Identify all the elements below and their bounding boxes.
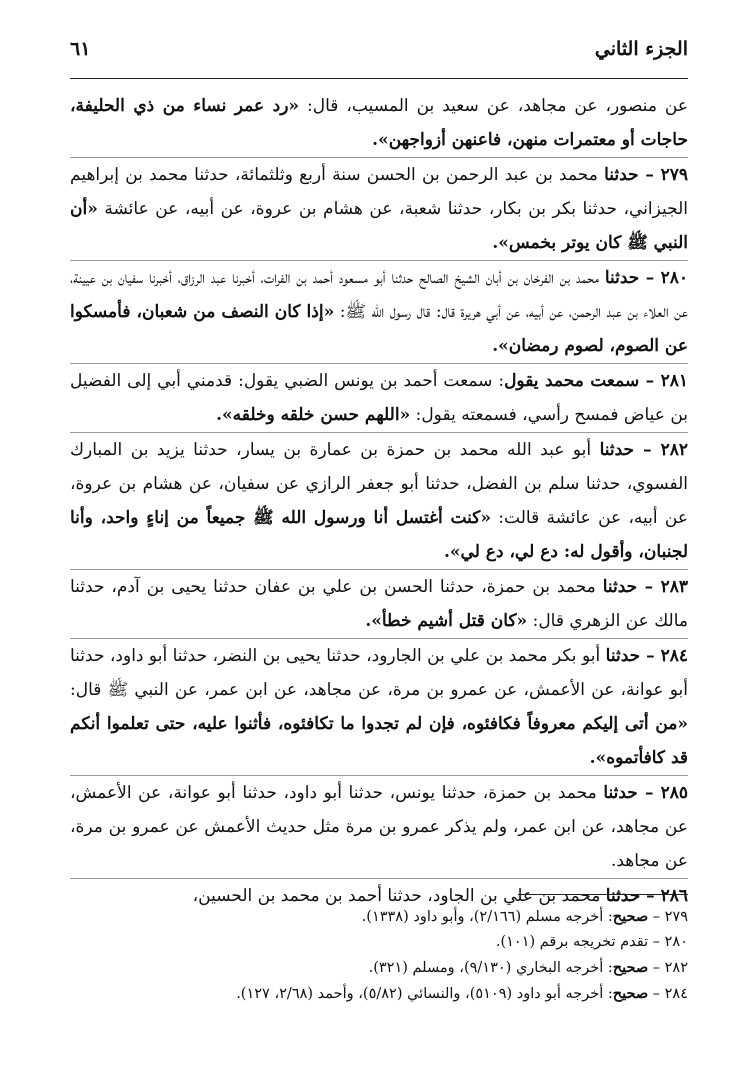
hadith-label: حدثنا bbox=[604, 268, 640, 288]
hadith-label: حدثنا bbox=[599, 440, 635, 460]
footnote-number: ٢٨٢ bbox=[664, 960, 688, 976]
hadith-number: ٢٨٥ bbox=[660, 783, 688, 803]
hadith-quote: «كنت أغتسل أنا ورسول الله ﷺ جميعاً من إناءٍ واحد، وأنا لجنبان، وأقول له: دع لي، دع لي». bbox=[70, 508, 688, 562]
hadith-number: ٢٨٠ bbox=[660, 268, 688, 288]
hadith-number: ٢٨٣ bbox=[660, 577, 688, 597]
footnote-282 bbox=[70, 955, 688, 981]
dash: – bbox=[640, 646, 661, 666]
footnote-280 bbox=[70, 930, 688, 955]
dash: – bbox=[634, 440, 661, 460]
hadith-285 bbox=[70, 775, 688, 878]
hadith-text: محمد بن علي بن الجاود، حدثنا أحمد بن محمد بن الحسين، bbox=[192, 886, 606, 906]
dash: – bbox=[637, 577, 661, 597]
dash: – bbox=[639, 268, 661, 288]
footnotes bbox=[70, 904, 688, 1007]
hadith-number: ٢٨١ bbox=[660, 371, 689, 391]
intro-paragraph bbox=[70, 89, 688, 157]
footnote-text: : أخرجه أبو داود (٥١٠٩)، والنسائي (٥/٨٢)، وأحمد (٢/٦٨، ١٢٧). bbox=[236, 986, 613, 1002]
book-page bbox=[70, 38, 688, 1048]
hadith-283 bbox=[70, 569, 688, 638]
footnote-text: تقدم تخريجه برقم (١٠١). bbox=[495, 934, 649, 950]
footnote-279 bbox=[70, 904, 688, 930]
hadith-number: ٢٨٦ bbox=[660, 886, 688, 906]
footnote-label: صحيح bbox=[612, 985, 649, 1002]
page-header bbox=[70, 38, 688, 79]
hadith-label: حدثنا bbox=[604, 165, 639, 185]
intro-quote: «رد عمر نساء من ذي الحليفة، حاجات أو معتمرات منهن، فاعنهن أزواجهن». bbox=[70, 96, 688, 150]
hadith-280 bbox=[70, 260, 688, 363]
hadith-label: حدثنا bbox=[605, 886, 641, 906]
hadith-quote: «اللهم حسن خلقه وخلقه». bbox=[216, 405, 411, 425]
section-title: الجزء الثاني bbox=[594, 38, 688, 60]
hadith-text: محمد بن حمزة، حدثنا يونس، حدثنا أبو داود، حدثنا أبو عوانة، عن الأعمش، عن مجاهد، عن ابن عمر، ولم يذكر عمرو بن مرة مثل حديث الأعمش عن عمرو بن مرة، عن مجاهد. bbox=[70, 783, 688, 871]
hadith-281 bbox=[70, 363, 688, 432]
hadith-text: محمد بن حمزة، حدثنا الحسن بن علي بن عفان حدثنا يحيى بن آدم، حدثنا مالك عن الزهري قال: bbox=[70, 577, 688, 631]
hadith-text: محمد بن الفرخان بن أبان الشيخ الصالح حدثنا أبو مسعود أحمد بن الفرات، أخبرنا عبد الرزاق، أخبرنا سفيان بن عيينة، عن العلاء بن عبد الرحمن، عن أبيه، عن أبي هريرة قال: قال رسول الله ﷺ: bbox=[70, 268, 689, 322]
dash: – bbox=[638, 165, 661, 185]
dash: – bbox=[648, 934, 665, 950]
dash: – bbox=[648, 986, 665, 1002]
footnote-label: صحيح bbox=[612, 959, 649, 976]
hadith-label: حدثنا bbox=[602, 577, 638, 597]
hadith-284 bbox=[70, 638, 688, 775]
hadith-text: : سمعت أحمد بن يونس الضبي يقول: قدمني أبي إلى الفضيل بن عياض فمسح رأسي، فسمعته يقول: bbox=[70, 371, 688, 425]
dash: – bbox=[639, 371, 661, 391]
hadith-279 bbox=[70, 157, 688, 260]
hadith-label: حدثنا bbox=[605, 646, 641, 666]
hadith-number: ٢٨٢ bbox=[660, 440, 688, 460]
hadith-number: ٢٨٤ bbox=[660, 646, 688, 666]
footnote-text: : أخرجه مسلم (٢/١٦٦)، وأبو داود (١٣٣٨). bbox=[361, 909, 613, 925]
hadith-label: سمعت محمد يقول bbox=[504, 371, 640, 391]
hadith-282 bbox=[70, 432, 688, 569]
footnote-number: ٢٧٩ bbox=[664, 909, 688, 925]
hadith-text: محمد بن عبد الرحمن بن الحسن سنة أربع وثلثمائة، حدثنا محمد بن إبراهيم الجيزاني، حدثنا بكر بن بكار، حدثنا شعبة، عن هشام بن عروة، عن أبيه، عن عائشة bbox=[70, 165, 688, 219]
hadith-quote: «أن النبي ﷺ كان يوتر بخمس». bbox=[70, 199, 688, 253]
hadith-quote: «كان قتل أشيم خطأ». bbox=[365, 611, 528, 631]
page-number: ٦١ bbox=[70, 38, 91, 60]
hadith-number: ٢٧٩ bbox=[660, 165, 688, 185]
footnote-divider bbox=[518, 894, 688, 895]
hadith-label: حدثنا bbox=[603, 783, 638, 803]
hadith-text: أبو عبد الله محمد بن حمزة بن عمارة بن يسار، حدثنا يزيد بن المبارك الفسوي، حدثنا سلم بن الفضل، حدثنا أبو جعفر الرازي عن سفيان، عن هشام بن عروة، عن أبيه، عن عائشة قالت: bbox=[70, 440, 688, 528]
dash: – bbox=[648, 909, 665, 925]
hadith-quote: «إذا كان النصف من شعبان، فأمسكوا عن الصوم، لصوم رمضان». bbox=[70, 302, 688, 356]
footnote-text: : أخرجه البخاري (٩/١٣٠)، ومسلم (٣٢١). bbox=[368, 960, 613, 976]
footnote-number: ٢٨٤ bbox=[664, 986, 688, 1002]
footnote-number: ٢٨٠ bbox=[664, 934, 688, 950]
dash: – bbox=[637, 783, 661, 803]
footnote-label: صحيح bbox=[612, 908, 649, 925]
main-text bbox=[70, 89, 688, 913]
footnote-284 bbox=[70, 981, 688, 1007]
hadith-text: أبو بكر محمد بن علي بن الجارود، حدثنا يحيى بن النضر، حدثنا أبو داود، حدثنا أبو عوانة، عن الأعمش، عن عمرو بن مرة، عن مجاهد، عن ابن عمر، عن النبي ﷺ قال: bbox=[70, 646, 688, 700]
intro-text: عن منصور، عن مجاهد، عن سعيد بن المسيب، قال: bbox=[299, 96, 688, 116]
hadith-quote: «من أتى إليكم معروفاً فكافئوه، فإن لم تجدوا ما تكافئوه، فأثنوا عليه، حتى تعلموا أنكم قد كافأتموه». bbox=[70, 714, 688, 768]
dash: – bbox=[640, 886, 661, 906]
dash: – bbox=[648, 960, 665, 976]
